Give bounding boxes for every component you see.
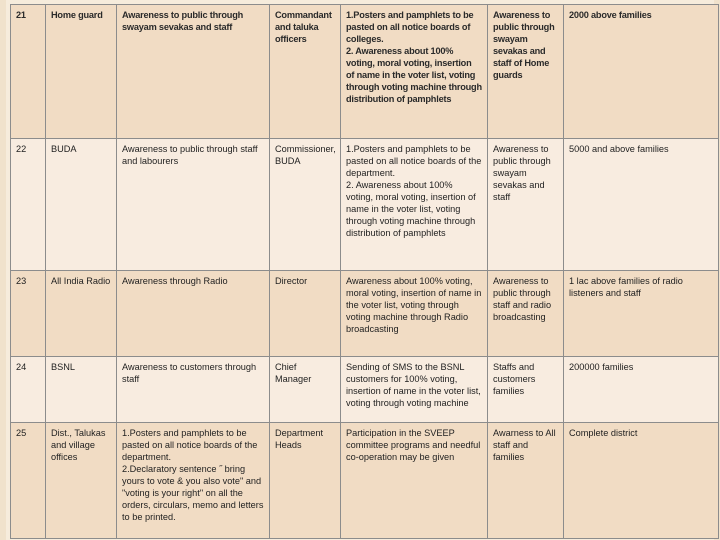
cell-organization: BUDA (46, 139, 117, 271)
cell-reach: Complete district (564, 423, 719, 539)
cell-details: Participation in the SVEEP committee programs and needful co-operation may be given (341, 423, 488, 539)
cell-details: 1.Posters and pamphlets to be pasted on all notice boards of colleges. 2. Awareness about 100% voting, moral voting, insertion of name in the voter list, voting through voting machine through distribution of pamphlets (341, 5, 488, 139)
cell-serial-no: 22 (11, 139, 46, 271)
table-row (11, 139, 719, 271)
cell-responsible-officer: Department Heads (270, 423, 341, 539)
cell-organization: BSNL (46, 357, 117, 423)
cell-target: Awareness to public through staff and radio broadcasting (488, 271, 564, 357)
cell-reach: 5000 and above families (564, 139, 719, 271)
table-row (11, 5, 719, 139)
cell-target: Staffs and customers families (488, 357, 564, 423)
cell-serial-no: 23 (11, 271, 46, 357)
cell-target: Awareness to public through swayam sevakas and staff of Home guards (488, 5, 564, 139)
cell-activity: Awareness to public through swayam sevakas and staff (117, 5, 270, 139)
cell-responsible-officer: Commandant and taluka officers (270, 5, 341, 139)
cell-organization: Home guard (46, 5, 117, 139)
cell-target: Awarness to All staff and families (488, 423, 564, 539)
cell-serial-no: 21 (11, 5, 46, 139)
cell-serial-no: 25 (11, 423, 46, 539)
cell-organization: All India Radio (46, 271, 117, 357)
cell-reach: 2000 above families (564, 5, 719, 139)
table-row (11, 423, 719, 539)
table-row (11, 357, 719, 423)
cell-details: Awareness about 100% voting, moral voting, insertion of name in the voter list, voting through voting machine through Radio broadcasting (341, 271, 488, 357)
awareness-activities-table (10, 4, 719, 539)
cell-activity: Awareness through Radio (117, 271, 270, 357)
cell-details: 1.Posters and pamphlets to be pasted on all notice boards of the department. 2. Awareness about 100% voting, moral voting, insertion of name in the voter list, voting through voting machine through distribution of pamphlets (341, 139, 488, 271)
cell-responsible-officer: Chief Manager (270, 357, 341, 423)
cell-reach: 200000 families (564, 357, 719, 423)
cell-activity: Awareness to customers through staff (117, 357, 270, 423)
cell-responsible-officer: Director (270, 271, 341, 357)
cell-activity: 1.Posters and pamphlets to be pasted on all notice boards of the department. 2.Declaratory sentence ˝ bring yours to vote & you also vote" and "voting is your right" on all the orders, circulars, memo and letters to be printed. (117, 423, 270, 539)
cell-serial-no: 24 (11, 357, 46, 423)
cell-responsible-officer: Commissioner, BUDA (270, 139, 341, 271)
cell-details: Sending of SMS to the BSNL customers for 100% voting, insertion of name in the voter list, voting through voting machine (341, 357, 488, 423)
cell-reach: 1 lac above families of radio listeners and staff (564, 271, 719, 357)
table-row (11, 271, 719, 357)
cell-activity: Awareness to public through staff and labourers (117, 139, 270, 271)
cell-target: Awareness to public through swayam sevakas and staff (488, 139, 564, 271)
cell-organization: Dist., Talukas and village offices (46, 423, 117, 539)
